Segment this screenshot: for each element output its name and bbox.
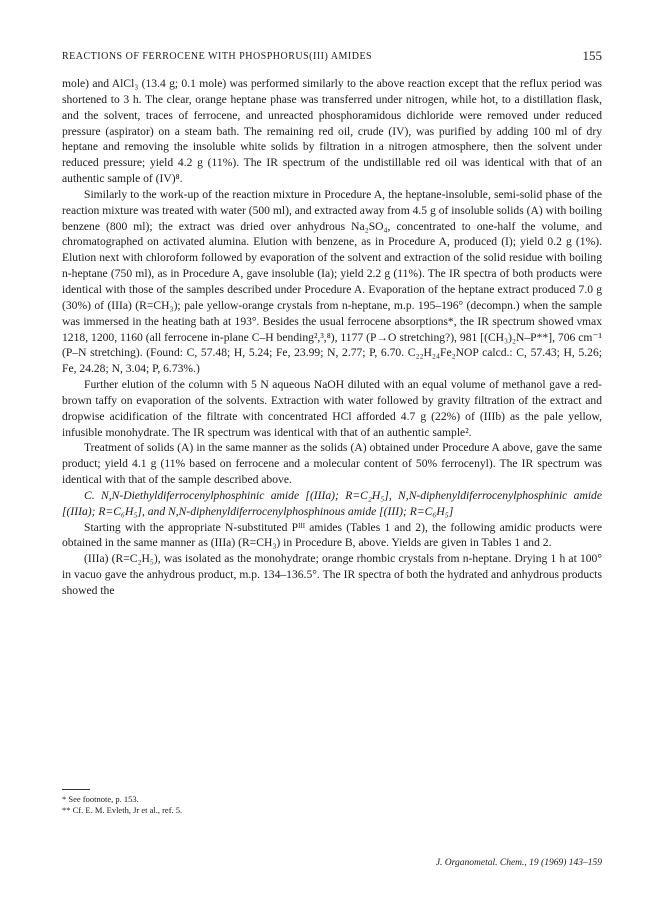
footnote: ** Cf. E. M. Evleth, Jr et al., ref. 5. [62,805,183,815]
page-number: 155 [582,48,602,63]
paragraph: Starting with the appropriate N-substituted Pᴵᴵᴵ amides (Tables 1 and 2), the following amidic products were obtained in the same manner as (IIIa) (R=CH₃) in Procedure B, above. Yields are given in Tables 1 and 2. [62,520,602,550]
running-head [62,48,602,66]
running-head-title: REACTIONS OF FERROCENE WITH PHOSPHORUS(III) AMIDES [62,51,373,62]
footnotes [62,789,602,816]
section-heading: C. N,N-Diethyldiferrocenylphosphinic amide [(IIIa); R=C₂H₅], N,N-diphenyldiferrocenylphosphinic amide [(IIIa); R=C₆H₅], and N,N-diphenyldiferrocenylphosphinous amide [(III); R=C₆H₅] [62,488,602,518]
paragraph: Similarly to the work-up of the reaction mixture in Procedure A, the heptane-insoluble, semi-solid phase of the reaction mixture was treated with water (500 ml), and extracted away from 4.5 g of insoluble solids (A) with boiling benzene (800 ml); the extract was dried over anhydrous Na₂SO₄, concentrated to one-half the volume, and chromatographed on activated alumina. Elution with benzene, as in Procedure A, produced (I); yield 0.2 g (1%). Elution next with chloroform followed by evaporation of the solvent and extraction of the solid residue with boiling n-heptane (750 ml), as in Procedure A, gave insoluble (Ia); yield 2.2 g (11%). The IR spectra of both products were identical with those of the samples described under Procedure A. Evaporation of the heptane extract produced 7.0 g (30%) of (IIIa) (R=CH₃); pale yellow-orange crystals from n-heptane, m.p. 195–196° (decompn.) when the sample was immersed in the heating bath at 193°. Besides the usual ferrocene absorptions*, the IR spectrum showed νmax 1218, 1200, 1160 (all ferrocene in-plane C–H bending²,³,⁸), 1177 (P→O stretching?), 981 [(CH₃)₂N–P**], 706 cm⁻¹ (P–N stretching). (Found: C, 57.48; H, 5.24; Fe, 23.99; N, 2.77; P, 6.70. C₂₂H₂₄Fe₂NOP calcd.: C, 57.43; H, 5.26; Fe, 24.28; N, 3.04; P, 6.73%.) [62,187,602,376]
paragraph: mole) and AlCl₃ (13.4 g; 0.1 mole) was performed similarly to the above reaction except that the reflux period was shortened to 3 h. The clear, orange heptane phase was transferred under nitrogen, while hot, to a distillation flask, and the solvent, traces of ferrocene, and unreacted phosphoramidous dichloride were removed under reduced pressure (aspirator) on a steam bath. The remaining red oil, crude (IV), was purified by adding 100 ml of dry heptane and removing the insoluble white solids by filtration in a nitrogen atmosphere, then the solvent under reduced pressure; yield 4.2 g (11%). The IR spectrum of the undistillable red oil was identical with that of an authentic sample of (IV)⁸. [62,77,602,186]
paragraph: (IIIa) (R=C₂H₅), was isolated as the monohydrate; orange rhombic crystals from n-heptane. Drying 1 h at 100° in vacuo gave the anhydrous product, m.p. 134–136.5°. The IR spectra of both the hydrated and anhydrous products showed the [62,552,602,597]
paragraph: Further elution of the column with 5 N aqueous NaOH diluted with an equal volume of methanol gave a red-brown taffy on evaporation of the solvents. Extraction with water followed by gravity filtration of the extract and dropwise acidification of the filtrate with concentrated HCl afforded 4.7 g (22%) of (IIIb) as the pale yellow, infusible monohydrate. The IR spectrum was identical with that of an authentic sample². [62,378,602,439]
body-text [62,76,602,599]
footnote: * See footnote, p. 153. [62,794,139,804]
footnote-rule [62,789,90,790]
journal-reference: J. Organometal. Chem., 19 (1969) 143–159 [435,858,602,868]
paragraph: Treatment of solids (A) in the same manner as the solids (A) obtained under Procedure A above, gave the same product; yield 4.1 g (11% based on ferrocene and a molecular content of 50% ferrocenyl). The IR spectrum was identical with that of the sample described above. [62,441,602,487]
